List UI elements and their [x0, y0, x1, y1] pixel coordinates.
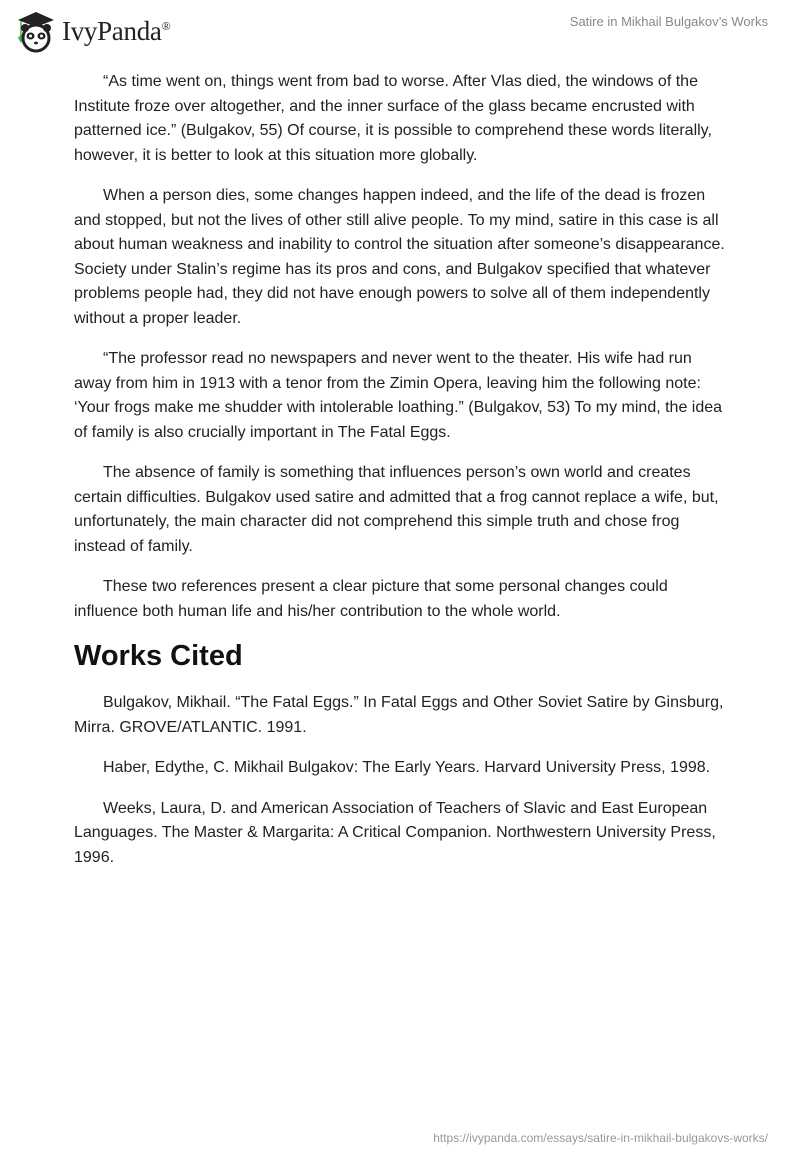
- body-paragraph: These two references present a clear picture that some personal changes could influence both human life and his/her contribution to the whole world.: [74, 578, 668, 620]
- citation-entry: Weeks, Laura, D. and American Association of Teachers of Slavic and East European Languages. The Master & Margarita: A Critical Companion. Northwestern University Press, 1996.: [74, 799, 716, 866]
- source-url[interactable]: https://ivypanda.com/essays/satire-in-mikhail-bulgakovs-works/: [433, 1131, 768, 1145]
- body-paragraph: “The professor read no newspapers and never went to the theater. His wife had run away from him in 1913 with a tenor from the Zimin Opera, leaving him the following note: ‘Your frogs make me shudder with intolerable loathing.” (Bulgakov, 53) To my mind, the idea of family is also crucially important in The Fatal Eggs.: [74, 350, 723, 441]
- registered-mark: ®: [161, 18, 171, 33]
- body-paragraph: The absence of family is something that influences person’s own world and creates certain difficulties. Bulgakov used satire and admitted that a frog cannot replace a wife, but, unfortunately, the main character did not comprehend this simple truth and chose frog instead of family.: [74, 464, 719, 555]
- panda-graduate-icon: [14, 8, 58, 54]
- works-cited-heading: Works Cited: [74, 640, 243, 672]
- citation-entry: Bulgakov, Mikhail. “The Fatal Eggs.” In Fatal Eggs and Other Soviet Satire by Ginsburg, Mirra. GROVE/ATLANTIC. 1991.: [74, 694, 724, 736]
- essay-content: [74, 70, 730, 886]
- citation-entry: Haber, Edythe, C. Mikhail Bulgakov: The Early Years. Harvard University Press, 1998.: [103, 759, 711, 776]
- document-title: Satire in Mikhail Bulgakov’s Works: [569, 14, 768, 29]
- logo-text: IvyPanda: [62, 15, 162, 46]
- page-header: [0, 0, 800, 60]
- ivypanda-logo[interactable]: [14, 8, 170, 54]
- body-paragraph: When a person dies, some changes happen indeed, and the life of the dead is frozen and stopped, but not the lives of other still alive people. To my mind, satire in this case is all about human weakness and inability to control the situation after someone’s disappearance. Society under Stalin’s regime has its pros and cons, and Bulgakov specified that whatever problems people had, they did not have enough powers to solve all of them independently without a proper leader.: [74, 187, 725, 327]
- body-paragraph: “As time went on, things went from bad to worse. After Vlas died, the windows of the Institute froze over altogether, and the inner surface of the glass became encrusted with patterned ice.” (Bulgakov, 55) Of course, it is possible to comprehend these words literally, however, it is better to look at this situation more globally.: [74, 73, 712, 164]
